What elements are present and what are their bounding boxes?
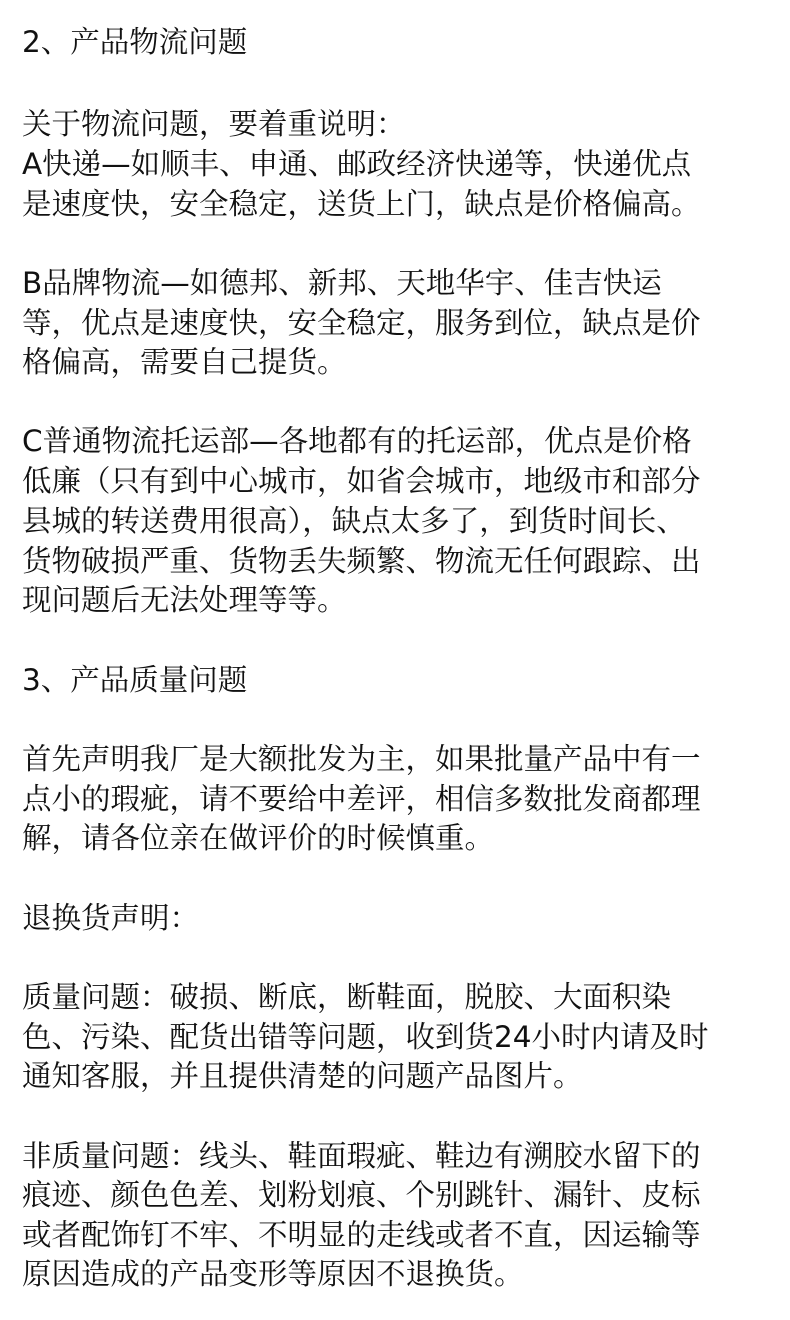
section-heading: 2、产品物流问题 [22,25,248,59]
text-line: 原因造成的产品变形等原因不退换货。 [22,1257,524,1291]
text-line: 县城的转送费用很高），缺点太多了，到货时间长、 [22,504,686,538]
text-line: C普通物流托运部—各地都有的托运部，优点是价格 [22,424,692,458]
section-heading: 3、产品质量问题 [22,663,248,697]
text-line: 是速度快，安全稳定，送货上门，缺点是价格偏高。 [22,187,701,221]
text-line: 点小的瑕疵，请不要给中差评，相信多数批发商都理 [22,782,701,816]
subheading: 退换货声明： [22,901,200,935]
text-line: 等，优点是速度快，安全稳定，服务到位，缺点是价 [22,306,701,340]
text-line: 质量问题：破损、断底，断鞋面，脱胶、大面积染 [22,980,672,1014]
text-line: 通知客服，并且提供清楚的问题产品图片。 [22,1059,583,1093]
text-line: A快递—如顺丰、申通、邮政经济快递等，快递优点 [22,147,692,181]
text-line: B品牌物流—如德邦、新邦、天地华宇、佳吉快运 [22,266,662,300]
text-line: 格偏高，需要自己提货。 [22,345,347,379]
intro-text: 关于物流问题，要着重说明： [22,107,406,141]
text-line: 首先声明我厂是大额批发为主，如果批量产品中有一 [22,742,701,776]
text-line: 或者配饰钉不牢、不明显的走线或者不直，因运输等 [22,1218,701,1252]
text-line: 痕迹、颜色色差、划粉划痕、个别跳针、漏针、皮标 [22,1178,701,1212]
text-line: 低廉（只有到中心城市，如省会城市，地级市和部分 [22,464,701,498]
text-line: 现问题后无法处理等等。 [22,583,347,617]
text-line: 货物破损严重、货物丢失频繁、物流无任何跟踪、出 [22,544,701,578]
text-line: 解，请各位亲在做评价的时候慎重。 [22,821,495,855]
text-line: 非质量问题：线头、鞋面瑕疵、鞋边有溯胶水留下的 [22,1139,701,1173]
text-line: 色、污染、配货出错等问题，收到货24小时内请及时 [22,1020,709,1054]
